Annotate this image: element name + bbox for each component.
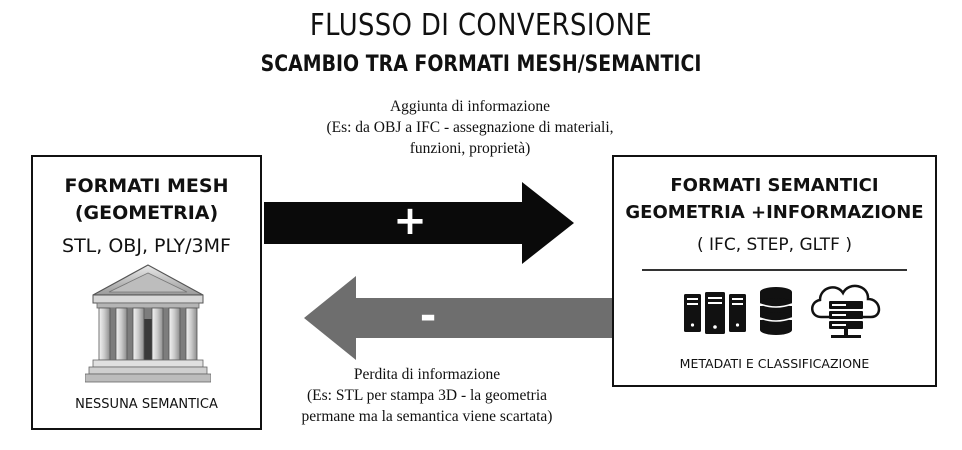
semantic-formats-list: ( IFC, STEP, GLTF ): [697, 235, 852, 255]
page-subtitle: SCAMBIO TRA FORMATI MESH/SEMANTICI: [260, 52, 702, 77]
bottom-flow-note: [262, 364, 592, 427]
mesh-box-caption: NESSUNA SEMANTICA: [75, 397, 218, 412]
server-rack-icon: [684, 292, 746, 334]
top-flow-note: [230, 96, 710, 159]
semantic-box-subtitle: GEOMETRIA +INFORMAZIONE: [625, 202, 924, 223]
mesh-formats-box: [31, 155, 262, 430]
top-flow-note-line1: Aggiunta di informazione: [389, 98, 551, 115]
classical-building-icon: [85, 261, 211, 389]
database-icon: [759, 287, 793, 335]
bottom-flow-note-line2: (Es: STL per stampa 3D - la geometria: [306, 387, 548, 404]
semantic-formats-box: [612, 155, 937, 387]
mesh-formats-list: STL, OBJ, PLY/3MF: [62, 235, 231, 257]
minus-sign: -: [419, 293, 437, 339]
mesh-box-subtitle: (GEOMETRIA): [74, 202, 219, 224]
mesh-box-title: FORMATI MESH: [64, 175, 229, 197]
top-flow-note-line3: funzioni, proprietà): [409, 140, 531, 157]
top-flow-note-line2: (Es: da OBJ a IFC - assegnazione di materiali,: [326, 119, 614, 136]
semantic-box-divider: [642, 269, 907, 271]
semantic-box-caption: METADATI E CLASSIFICAZIONE: [679, 356, 870, 371]
semantic-box-title: FORMATI SEMANTICI: [670, 175, 879, 196]
page-title: FLUSSO DI CONVERSIONE: [309, 8, 653, 43]
bottom-flow-note-line1: Perdita di informazione: [353, 366, 501, 383]
plus-sign: +: [393, 198, 427, 244]
cloud-server-icon: [807, 277, 885, 341]
arrow-left-icon: [302, 276, 614, 360]
bottom-flow-note-line3: permane ma la semantica viene scartata): [301, 408, 553, 425]
